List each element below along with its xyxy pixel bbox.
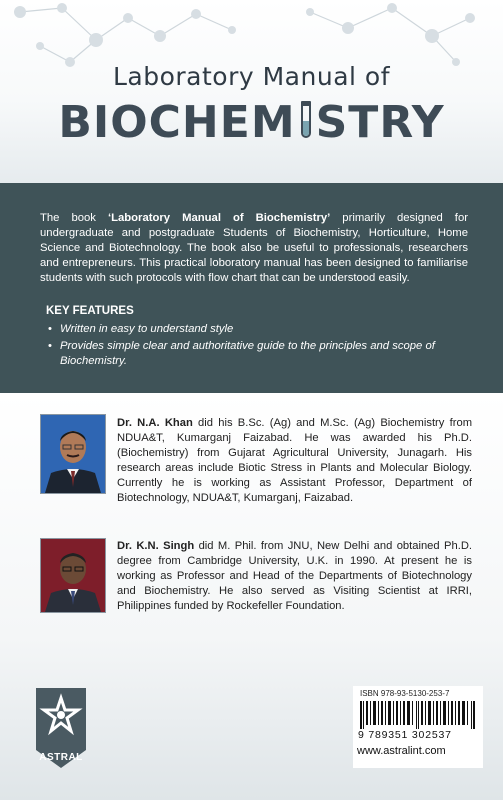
isbn-label: ISBN 978-93-5130-253-7	[360, 689, 450, 698]
key-features-title: KEY FEATURES	[46, 305, 134, 317]
cover-header	[0, 0, 503, 183]
author-name: Dr. K.N. Singh	[117, 540, 195, 552]
bullet-icon: •	[48, 340, 52, 352]
bullet-icon: •	[48, 323, 52, 335]
book-title-inline: ‘Laboratory Manual of Biochemistry’	[107, 212, 331, 224]
author-photo-singh	[40, 538, 106, 613]
book-title-line1: Laboratory Manual of	[112, 62, 391, 91]
publisher-name: ASTRAL	[39, 752, 83, 763]
title-part-biochem: BIOCHEM	[58, 97, 296, 148]
book-title-line2	[0, 97, 503, 148]
title-part-stry: STRY	[315, 97, 445, 148]
list-item: • Provides simple clear and authoritative guide to the principles and scope of Biochemistry.	[48, 340, 435, 367]
key-features-list	[40, 322, 470, 371]
author-photo-khan	[40, 414, 106, 494]
barcode-number: 9 789351 302537	[358, 729, 452, 741]
test-tube-icon	[299, 101, 313, 141]
molecule-decoration-icon	[0, 0, 503, 183]
list-item: • Written in easy to understand style	[48, 323, 234, 335]
author-name: Dr. N.A. Khan	[117, 417, 193, 429]
author-bio-khan: Dr. N.A. Khan did his B.Sc. (Ag) and M.Sc. (Ag) Biochemistry from NDUA&T, Kumarganj Faizabad. He was awarded his Ph.D. (Biochemistry) from Gujarat Agricultural University, Junagarh. His research areas include Biotic Stress in Plants and Molecular Biology. Currently he is working as Assistant Professor, Department of Biotechnology, NDUA&T, Kumarganj, Faizabad.	[117, 417, 473, 504]
publisher-website: www.astralint.com	[357, 745, 446, 757]
author-bio-singh: Dr. K.N. Singh did M. Phil. from JNU, New Delhi and obtained Ph.D. degree from Cambridge University, U.K. in 1990. At present he is working as Professor and Head of the Departments of Biotechnology and Biochemistry. He also served as Visiting Scientist at IRRI, Philippines funded by Rockefeller Foundation.	[117, 540, 473, 612]
book-description: The book ‘Laboratory Manual of Biochemistry’ primarily designed for undergraduate and postgraduate Students of Biochemistry, Horticulture, Home Science and Biotechnology. The book also be useful to professionals, researchers and entrepreneurs. This practical loboratory manual has been designed to familiarise students with such protocols with flow chart that can be understood easily.	[40, 212, 468, 284]
barcode-icon	[360, 701, 478, 729]
